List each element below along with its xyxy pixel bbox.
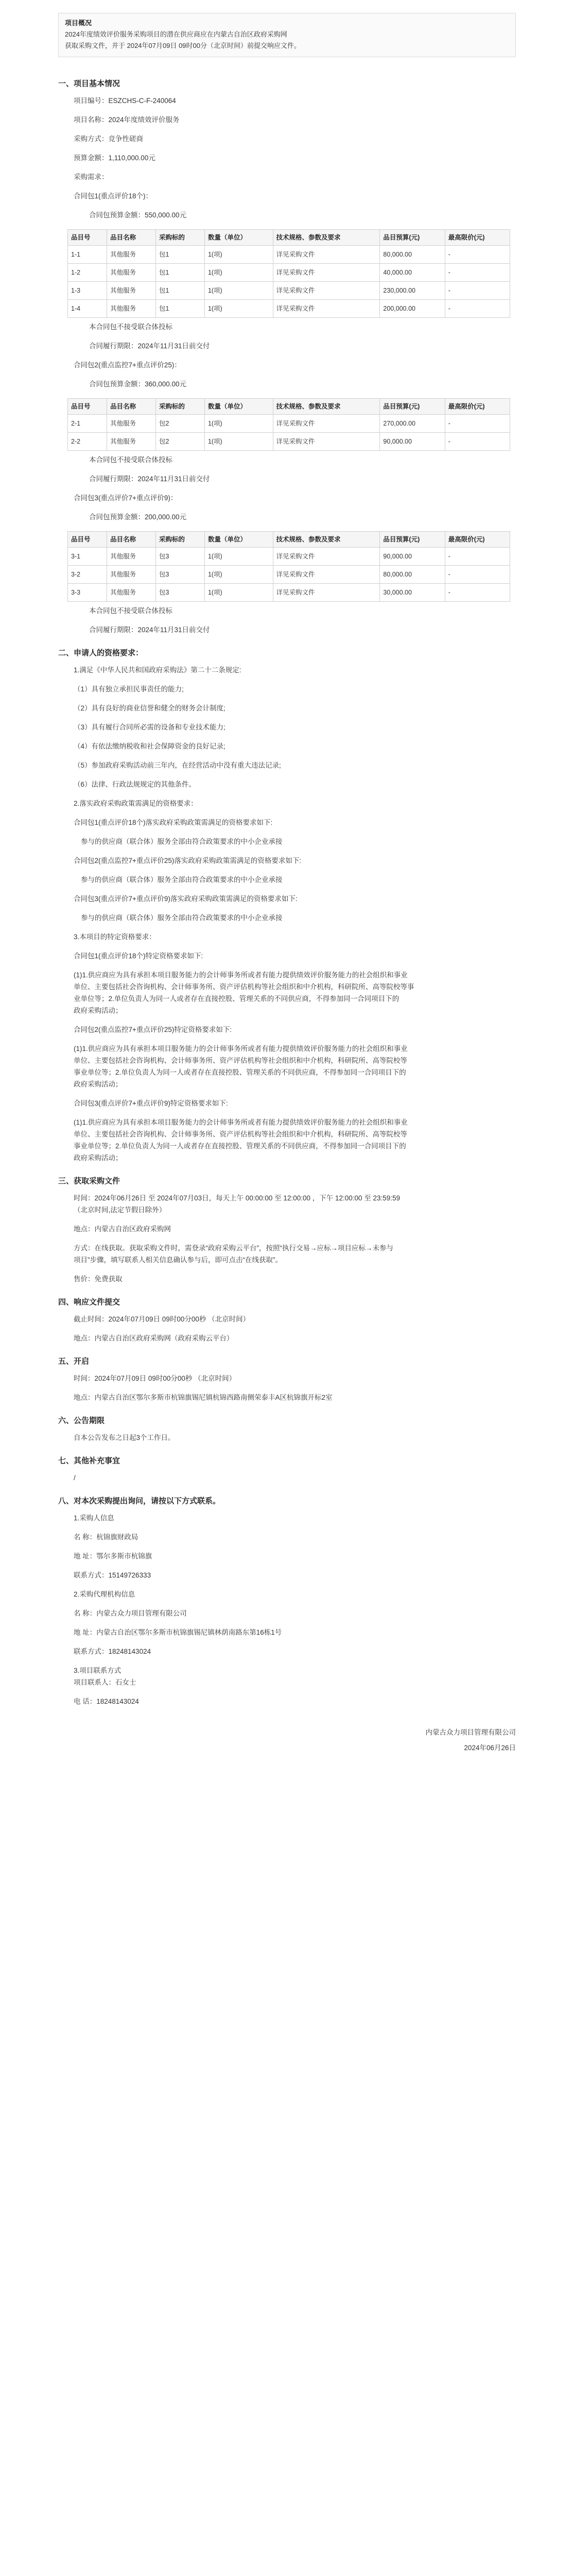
table-row — [68, 282, 510, 300]
col-budget: 品目预算(元) — [380, 399, 445, 415]
col-subject: 采购标的 — [156, 532, 205, 548]
cell: 200,000.00 — [380, 300, 445, 318]
agent-name: 名 称：内蒙古众力项目管理有限公司 — [74, 1609, 187, 1617]
cell: 1-4 — [68, 300, 107, 318]
procurement-needs: 采购需求： — [74, 173, 109, 181]
table-header-row — [68, 532, 510, 548]
col-spec: 技术规格、参数及要求 — [273, 399, 380, 415]
col-subject: 采购标的 — [156, 230, 205, 246]
special-head: 合同包2(重点监控7+重点评价25)特定资格要求如下: — [74, 1026, 232, 1033]
buyer-phone: 联系方式：15149726333 — [74, 1571, 151, 1579]
signature-block — [58, 1725, 516, 1756]
cell: 2-1 — [68, 415, 107, 433]
col-budget: 品目预算(元) — [380, 532, 445, 548]
table-row — [68, 584, 510, 602]
cell: 包1 — [156, 282, 205, 300]
table-row — [68, 300, 510, 318]
col-spec: 技术规格、参数及要求 — [273, 230, 380, 246]
section-3-title: 三、获取采购文件 — [58, 1177, 120, 1185]
cell: 1(项) — [204, 300, 273, 318]
special-text: 业单位等；2.单位负责人为同一人或者存在直接控股、管理关系的不同供应商，不得参加同一合同项目下的 — [74, 995, 399, 1003]
section-1-title: 一、项目基本情况 — [58, 79, 120, 88]
cell: 详见采购文件 — [273, 584, 380, 602]
cell: 30,000.00 — [380, 584, 445, 602]
col-max-price: 最高限价(元) — [445, 532, 510, 548]
policy-line: 合同包2(重点监控7+重点评价25)落实政府采购政策需满足的资格要求如下: — [74, 857, 302, 865]
table-row — [68, 246, 510, 264]
notice-period: 自本公告发布之日起3个工作日。 — [74, 1434, 175, 1442]
agent-phone: 联系方式：18248143024 — [74, 1648, 151, 1655]
special-text: 政府采购活动； — [74, 1154, 123, 1162]
table-row — [68, 415, 510, 433]
project-name: 项目名称：2024年度绩效评价服务 — [74, 116, 180, 124]
lot-1-table — [67, 229, 510, 318]
lot-1-term: 合同履行期限：2024年11月31日前交付 — [89, 342, 210, 350]
col-subject: 采购标的 — [156, 399, 205, 415]
col-item-no: 品目号 — [68, 532, 107, 548]
project-number: 项目编号：ESZCHS-C-F-240064 — [74, 97, 176, 105]
cell: 2-2 — [68, 433, 107, 451]
policy-line: 参与的供应商（联合体）服务全部由符合政策要求的中小企业承接 — [81, 914, 283, 922]
cell: 包3 — [156, 566, 205, 584]
lot-1-budget: 合同包预算金额：550,000.00元 — [89, 211, 187, 219]
cell: 其他服务 — [107, 548, 156, 566]
lot-2-title: 合同包2(重点监控7+重点评价25)： — [74, 361, 181, 369]
document-price: 售价：免费获取 — [74, 1275, 123, 1283]
cell: 1-3 — [68, 282, 107, 300]
section-4-title: 四、响应文件提交 — [58, 1298, 120, 1307]
special-head: 合同包3(重点评价7+重点评价9)特定资格要求如下: — [74, 1099, 228, 1107]
cell: 其他服务 — [107, 433, 156, 451]
cell: 1(项) — [204, 433, 273, 451]
policy-title: 2.落实政府采购政策需满足的资格要求： — [74, 800, 198, 807]
lot-3-term: 合同履行期限：2024年11月31日前交付 — [89, 626, 210, 634]
cell: - — [445, 433, 510, 451]
policy-line: 参与的供应商（联合体）服务全部由符合政策要求的中小企业承接 — [81, 876, 283, 884]
cell: 1(项) — [204, 415, 273, 433]
cell: - — [445, 415, 510, 433]
cell: 详见采购文件 — [273, 282, 380, 300]
cell: 其他服务 — [107, 264, 156, 282]
col-item-name: 品目名称 — [107, 532, 156, 548]
table-row — [68, 566, 510, 584]
opening-place: 地点：内蒙古自治区鄂尔多斯市杭锦旗锡尼镇杭锦西路南侧荣泰丰A区杭锦旗开标2室 — [74, 1394, 333, 1401]
col-item-name: 品目名称 — [107, 230, 156, 246]
buyer-name: 名 称：杭锦旗财政局 — [74, 1533, 138, 1541]
cell: - — [445, 300, 510, 318]
col-quantity: 数量（单位） — [204, 532, 273, 548]
submission-place: 地点：内蒙古自治区政府采购网（政府采购云平台） — [74, 1334, 234, 1342]
col-spec: 技术规格、参数及要求 — [273, 532, 380, 548]
cell: 1(项) — [204, 566, 273, 584]
cell: - — [445, 584, 510, 602]
cell: 其他服务 — [107, 300, 156, 318]
section-2-title: 二、申请人的资格要求： — [58, 649, 144, 657]
overview-line-2: 获取采购文件，并于 2024年07月09日 09时00分（北京时间）前提交响应文件。 — [65, 42, 301, 49]
special-head: 合同包1(重点评价18个)特定资格要求如下: — [74, 952, 203, 960]
cell: 包3 — [156, 584, 205, 602]
cell: 详见采购文件 — [273, 566, 380, 584]
opening-time: 时间：2024年07月09日 09时00分00秒 （北京时间） — [74, 1375, 236, 1382]
table-row — [68, 264, 510, 282]
project-overview-box — [58, 13, 516, 57]
cell: 230,000.00 — [380, 282, 445, 300]
cell: - — [445, 548, 510, 566]
col-budget: 品目预算(元) — [380, 230, 445, 246]
cell: 1-1 — [68, 246, 107, 264]
cell: 3-1 — [68, 548, 107, 566]
special-text: 单位、主要包括社会咨询机构、会计师事务所、资产评估机构等社会组织和中介机构，科研院所、高等院校等 — [74, 1130, 407, 1138]
cell: 详见采购文件 — [273, 548, 380, 566]
supplementary-text: / — [74, 1474, 76, 1482]
table-header-row — [68, 230, 510, 246]
budget-amount: 预算金额：1,110,000.00元 — [74, 154, 155, 162]
qualification-item: （3）具有履行合同所必需的设备和专业技术能力; — [74, 723, 225, 731]
agent-address: 地 址：内蒙古自治区鄂尔多斯市杭锦旗锡尼镇林荫南路东第16栋1号 — [74, 1629, 282, 1636]
special-text: 单位、主要包括社会咨询机构、会计师事务所、资产评估机构等社会组织和中介机构，科研院所、高等院校等 — [74, 1057, 407, 1064]
col-max-price: 最高限价(元) — [445, 399, 510, 415]
cell: 详见采购文件 — [273, 264, 380, 282]
cell: 其他服务 — [107, 584, 156, 602]
special-text: 事业单位等；2.单位负责人为同一人或者存在直接控股、管理关系的不同供应商，不得参加同一合同项目下的 — [74, 1069, 406, 1076]
cell: 270,000.00 — [380, 415, 445, 433]
cell: 3-2 — [68, 566, 107, 584]
section-6-title: 六、公告期限 — [58, 1416, 105, 1425]
table-row — [68, 548, 510, 566]
section-5-title: 五、开启 — [58, 1357, 90, 1366]
qualification-item: （6）法律、行政法规规定的其他条件。 — [74, 781, 196, 788]
contact-phone: 电 话：18248143024 — [74, 1698, 139, 1705]
buyer-address: 地 址：鄂尔多斯市杭锦旗 — [74, 1552, 152, 1560]
qualification-item: （1）具有独立承担民事责任的能力; — [74, 685, 184, 693]
lot-2-term: 合同履行期限：2024年11月31日前交付 — [89, 475, 210, 483]
cell: 其他服务 — [107, 566, 156, 584]
special-text: 单位、主要包括社会咨询机构、会计师事务所、资产评估机构等社会组织和中介机构，科研院所、高等院校等事 — [74, 983, 414, 991]
cell: 1(项) — [204, 548, 273, 566]
document-time: 时间：2024年06月26日 至 2024年07月03日，每天上午 00:00:00 至 12:00:00 ，下午 12:00:00 至 23:59:59 — [74, 1194, 401, 1202]
col-quantity: 数量（单位） — [204, 399, 273, 415]
cell: 详见采购文件 — [273, 300, 380, 318]
cell: 其他服务 — [107, 415, 156, 433]
procurement-method: 采购方式：竞争性磋商 — [74, 135, 143, 143]
document-time-note: （北京时间,法定节假日除外） — [74, 1206, 166, 1214]
cell: 3-3 — [68, 584, 107, 602]
policy-line: 合同包1(重点评价18个)落实政府采购政策需满足的资格要求如下: — [74, 819, 273, 826]
cell: 40,000.00 — [380, 264, 445, 282]
cell: 1(项) — [204, 282, 273, 300]
section-7-title: 七、其他补充事宜 — [58, 1456, 120, 1465]
cell: 1(项) — [204, 584, 273, 602]
special-text: 事业单位等；2.单位负责人为同一人或者存在直接控股、管理关系的不同供应商，不得参加同一合同项目下的 — [74, 1142, 406, 1150]
special-text: (1)1.供应商应为具有承担本项目服务能力的会计师事务所或者有能力提供绩效评价服务能力的社会组织和事业 — [74, 1045, 408, 1053]
buyer-title: 1.采购人信息 — [74, 1514, 114, 1522]
table-header-row — [68, 399, 510, 415]
cell: 详见采购文件 — [273, 246, 380, 264]
lot-3-title: 合同包3(重点评价7+重点评价9)： — [74, 494, 178, 502]
cell: 包2 — [156, 415, 205, 433]
document-method: 方式：在线获取。获取采购文件时，需登录“政府采购云平台”，按照“执行交易→应标→项目应标→未参与 — [74, 1244, 393, 1252]
qualification-item: （4）有依法缴纳税收和社会保障资金的良好记录; — [74, 742, 225, 750]
policy-line: 参与的供应商（联合体）服务全部由符合政策要求的中小企业承接 — [81, 838, 283, 845]
cell: 1(项) — [204, 264, 273, 282]
document-place: 地点：内蒙古自治区政府采购网 — [74, 1225, 171, 1233]
policy-line: 合同包3(重点评价7+重点评价9)落实政府采购政策需满足的资格要求如下: — [74, 895, 298, 903]
cell: - — [445, 566, 510, 584]
cell: 详见采购文件 — [273, 433, 380, 451]
overview-line-1: 2024年度绩效评价服务采购项目的潜在供应商应在内蒙古自治区政府采购网 — [65, 30, 287, 38]
section-8-title: 八、对本次采购提出询问，请按以下方式联系。 — [58, 1497, 221, 1505]
lot-2-table — [67, 398, 510, 451]
cell: 包1 — [156, 246, 205, 264]
cell: 1-2 — [68, 264, 107, 282]
lot-3-table — [67, 531, 510, 602]
lot-1-consortium: 本合同包不接受联合体投标 — [89, 323, 172, 331]
lot-1-title: 合同包1(重点评价18个)： — [74, 192, 153, 200]
agent-title: 2.采购代理机构信息 — [74, 1590, 135, 1598]
special-text: (1)1.供应商应为具有承担本项目服务能力的会计师事务所或者有能力提供绩效评价服务能力的社会组织和事业 — [74, 1118, 408, 1126]
qualification-intro: 1.满足《中华人民共和国政府采购法》第二十二条规定: — [74, 666, 241, 674]
signature-org: 内蒙古众力项目管理有限公司 — [425, 1728, 516, 1736]
contact-title: 3.项目联系方式 — [74, 1667, 121, 1674]
cell: - — [445, 246, 510, 264]
lot-3-budget: 合同包预算金额：200,000.00元 — [89, 513, 187, 521]
special-text: 政府采购活动； — [74, 1080, 123, 1088]
cell: 包1 — [156, 300, 205, 318]
signature-date: 2024年06月26日 — [464, 1744, 516, 1752]
lot-2-consortium: 本合同包不接受联合体投标 — [89, 456, 172, 464]
qualification-item: （2）具有良好的商业信誉和健全的财务会计制度; — [74, 704, 225, 712]
special-text: 政府采购活动； — [74, 1007, 123, 1014]
cell: 包2 — [156, 433, 205, 451]
cell: - — [445, 264, 510, 282]
cell: 包3 — [156, 548, 205, 566]
lot-3-consortium: 本合同包不接受联合体投标 — [89, 607, 172, 615]
lot-2-budget: 合同包预算金额：360,000.00元 — [89, 380, 187, 388]
cell: 90,000.00 — [380, 433, 445, 451]
table-row — [68, 433, 510, 451]
special-text: (1)1.供应商应为具有承担本项目服务能力的会计师事务所或者有能力提供绩效评价服务能力的社会组织和事业 — [74, 971, 408, 979]
cell: - — [445, 282, 510, 300]
document-method: 项目”步骤，填写联系人相关信息确认参与后，即可点击“在线获取”。 — [74, 1256, 282, 1264]
col-max-price: 最高限价(元) — [445, 230, 510, 246]
col-item-no: 品目号 — [68, 399, 107, 415]
contact-person: 项目联系人：石女士 — [74, 1679, 136, 1686]
cell: 详见采购文件 — [273, 415, 380, 433]
overview-title: 项目概况 — [65, 19, 92, 27]
cell: 其他服务 — [107, 246, 156, 264]
cell: 80,000.00 — [380, 246, 445, 264]
qualification-item: （5）参加政府采购活动前三年内，在经营活动中没有重大违法记录; — [74, 761, 281, 769]
col-item-no: 品目号 — [68, 230, 107, 246]
cell: 90,000.00 — [380, 548, 445, 566]
cell: 80,000.00 — [380, 566, 445, 584]
cell: 包1 — [156, 264, 205, 282]
cell: 1(项) — [204, 246, 273, 264]
special-title: 3.本项目的特定资格要求： — [74, 933, 156, 941]
submission-deadline: 截止时间：2024年07月09日 09时00分00秒 （北京时间） — [74, 1315, 250, 1323]
cell: 其他服务 — [107, 282, 156, 300]
col-quantity: 数量（单位） — [204, 230, 273, 246]
col-item-name: 品目名称 — [107, 399, 156, 415]
